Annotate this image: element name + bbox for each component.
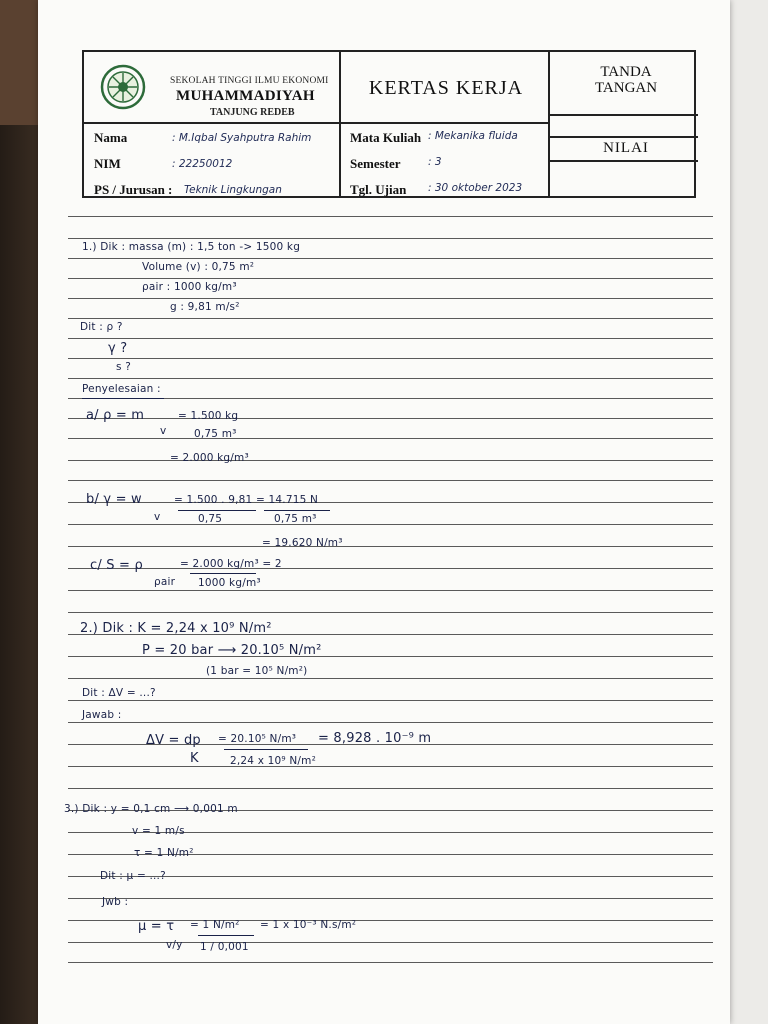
divider <box>548 114 698 116</box>
s-denominator: 1000 kg/m³ <box>198 577 261 589</box>
ruled-line <box>68 338 713 339</box>
rho-formula: a/ ρ = m <box>86 408 145 423</box>
rho-numerator: = 1.500 kg <box>178 410 239 422</box>
gamma-formula: b/ γ = w <box>86 492 142 507</box>
q2-result: = 8,928 . 10⁻⁹ m <box>318 731 432 746</box>
fraction-bar <box>224 749 308 750</box>
q1-given-mass: 1.) Dik : massa (m) : 1,5 ton -> 1500 kg <box>82 241 301 253</box>
q2-dv-formula: ΔV = dp <box>146 733 201 748</box>
background-left <box>0 0 40 1024</box>
ruled-line <box>68 502 713 503</box>
divider <box>548 136 698 138</box>
ruled-line <box>68 418 713 419</box>
ruled-line <box>68 568 713 569</box>
fraction-bar <box>198 935 254 936</box>
ruled-line <box>68 438 713 439</box>
q2-find-dv: Dit : ΔV = ...? <box>82 687 156 699</box>
rho-denominator: 0,75 m³ <box>194 428 237 440</box>
semester-value: : 3 <box>428 156 442 168</box>
gamma-formula-denominator: v <box>154 511 161 523</box>
rho-formula-denominator: v <box>160 425 167 437</box>
q1-find-rho: Dit : ρ ? <box>80 321 123 333</box>
q3-find-mu: Dit : μ = ...? <box>100 870 166 882</box>
q2-given-k: 2.) Dik : K = 2,24 x 10⁹ N/m² <box>80 621 272 636</box>
nim-value: : 22250012 <box>172 158 233 170</box>
q3-numerator: = 1 N/m² <box>190 919 240 931</box>
rho-result: = 2.000 kg/m³ <box>170 452 249 464</box>
gamma-numerator-2: = 14.715 N <box>256 494 319 506</box>
gamma-denominator: 0,75 <box>198 513 223 525</box>
name-value: : M.Iqbal Syahputra Rahim <box>172 132 312 144</box>
divider <box>548 160 698 162</box>
semester-label: Semester <box>350 156 401 171</box>
program-label: PS / Jurusan : <box>94 182 173 197</box>
school-logo-icon <box>100 64 146 110</box>
signature-label-line2: TANGAN <box>594 80 658 96</box>
solution-heading: Penyelesaian : <box>82 383 161 395</box>
ruled-line <box>68 678 713 679</box>
nim-label: NIM <box>94 156 121 171</box>
course-value: : Mekanika fluida <box>428 130 518 142</box>
signature-label-line1: TANDA <box>600 64 652 80</box>
ruled-line <box>68 766 713 767</box>
ruled-line <box>68 216 713 217</box>
q1-given-volume: Volume (v) : 0,75 m² <box>142 261 255 273</box>
ruled-line <box>68 298 713 299</box>
fraction-bar <box>264 510 330 511</box>
q3-result: = 1 x 10⁻³ N.s/m² <box>260 919 357 931</box>
gamma-numerator: = 1.500 . 9,81 <box>174 494 253 506</box>
q3-mu-denominator: v/y <box>166 939 183 951</box>
header-box <box>82 50 696 198</box>
q1-find-gamma: γ ? <box>108 341 128 356</box>
s-formula: c/ S = ρ <box>90 558 143 573</box>
q3-given-y: 3.) Dik : y = 0,1 cm ⟶ 0,001 m <box>64 803 238 815</box>
fraction-bar <box>178 510 256 511</box>
ruled-line <box>68 398 713 399</box>
name-label: Nama <box>94 130 128 145</box>
ruled-line <box>68 460 713 461</box>
school-name: MUHAMMADIYAH <box>176 88 315 104</box>
grade-label: NILAI <box>603 140 649 156</box>
doc-title: KERTAS KERJA <box>368 77 524 99</box>
ruled-line <box>68 788 713 789</box>
worksheet-page <box>38 0 730 1024</box>
divider <box>84 122 550 124</box>
gamma-denominator-2: 0,75 m³ <box>274 513 317 525</box>
q2-dv-denominator: K <box>190 751 199 766</box>
q3-given-tau: τ = 1 N/m² <box>134 847 194 859</box>
ruled-line <box>68 700 713 701</box>
s-formula-denominator: ρair <box>154 576 176 588</box>
exam-date-label: Tgl. Ujian <box>350 182 407 197</box>
school-city: TANJUNG REDEB <box>210 107 295 118</box>
ruled-line <box>68 546 713 547</box>
q2-bar-conversion: (1 bar = 10⁵ N/m²) <box>206 665 308 677</box>
ruled-line <box>68 590 713 591</box>
ruled-line <box>68 238 713 239</box>
ruled-line <box>68 898 713 899</box>
q3-mu-formula: μ = τ <box>138 919 175 934</box>
q2-denominator: 2,24 x 10⁹ N/m² <box>230 755 317 767</box>
q2-given-p: P = 20 bar ⟶ 20.10⁵ N/m² <box>142 643 322 658</box>
q1-find-s: s ? <box>116 361 131 373</box>
ruled-line <box>68 612 713 613</box>
divider <box>548 52 550 198</box>
exam-date-value: : 30 oktober 2023 <box>428 182 523 194</box>
q1-given-g: g : 9,81 m/s² <box>170 301 240 313</box>
ruled-line <box>68 942 713 943</box>
ruled-line <box>68 278 713 279</box>
course-label: Mata Kuliah <box>350 130 422 145</box>
ruled-line <box>68 378 713 379</box>
fraction-bar <box>190 573 256 574</box>
q3-denominator: 1 / 0,001 <box>200 941 249 953</box>
s-numerator: = 2.000 kg/m³ = 2 <box>180 558 282 570</box>
ruled-line <box>68 318 713 319</box>
wood-surface <box>0 0 40 125</box>
background-right <box>728 0 768 1024</box>
underline <box>82 398 164 399</box>
q2-numerator: = 20.10⁵ N/m³ <box>218 733 297 745</box>
q1-given-rho-air: ρair : 1000 kg/m³ <box>142 281 237 293</box>
school-type: SEKOLAH TINGGI ILMU EKONOMI <box>170 76 329 86</box>
school-block <box>84 52 340 122</box>
signature-label <box>554 64 698 96</box>
q3-answer-label: Jwb : <box>102 896 129 908</box>
gamma-result: = 19.620 N/m³ <box>262 537 343 549</box>
program-value: Teknik Lingkungan <box>184 184 282 196</box>
ruled-line <box>68 358 713 359</box>
ruled-line <box>68 524 713 525</box>
ruled-line <box>68 722 713 723</box>
ruled-line <box>68 962 713 963</box>
ruled-line <box>68 480 713 481</box>
q2-answer-label: Jawab : <box>82 709 122 721</box>
ruled-line <box>68 258 713 259</box>
q3-given-v: v = 1 m/s <box>132 825 185 837</box>
